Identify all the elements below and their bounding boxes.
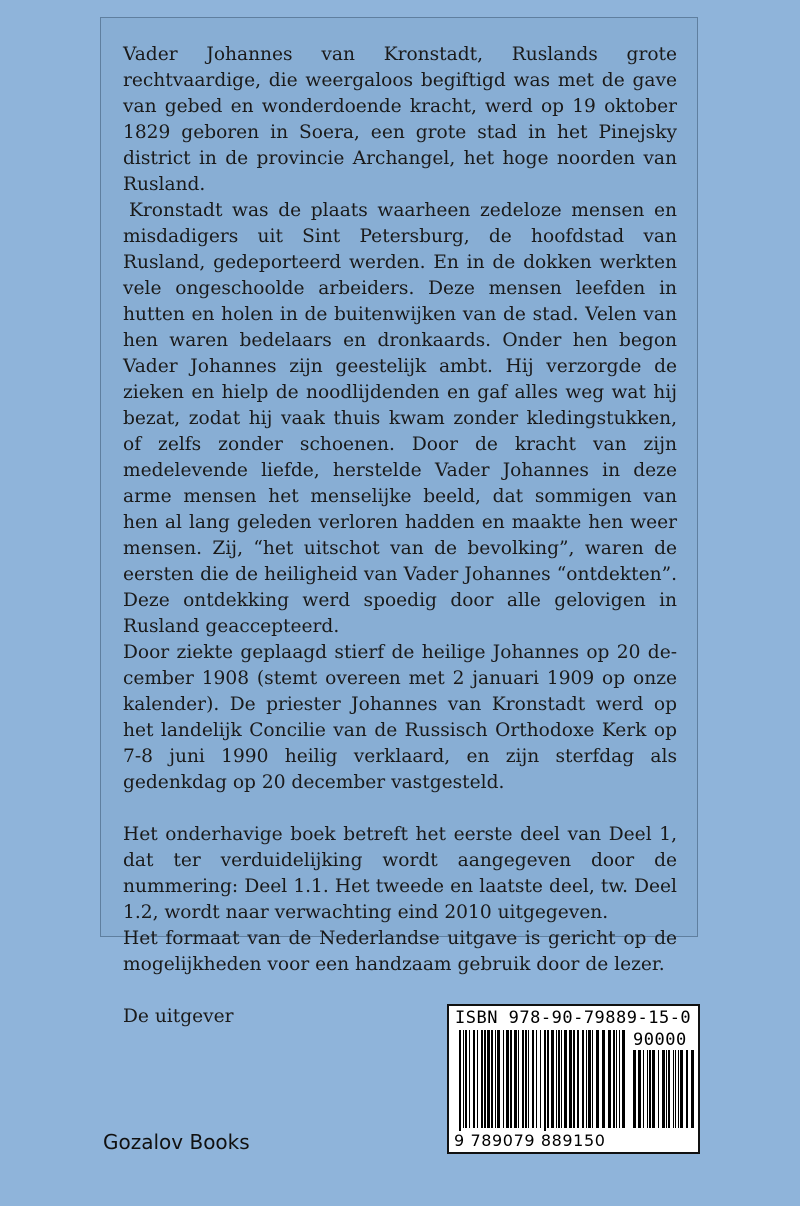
barcode-bar: [465, 1030, 467, 1128]
barcode-bar: [536, 1030, 537, 1128]
barcode-bar: [506, 1030, 509, 1128]
barcode-bar: [522, 1030, 524, 1128]
barcode-bar: [680, 1050, 683, 1128]
barcode-bar: [638, 1050, 641, 1128]
barcode-bar: [556, 1030, 557, 1128]
barcode-bar: [647, 1050, 648, 1128]
blurb-paragraph-4: Het onderhavige boek betreft het eerste deel van Deel 1, dat ter verduidelijking wordt aangegeven door de nummering: Deel 1.1. Het tweede en laatste deel, tw. Deel 1.2, wordt naar verwachting eind 2010 uitgegeven.: [123, 824, 677, 923]
barcode-bar: [558, 1030, 560, 1128]
blurb-paragraph-2: Kronstadt was de plaats waarheen zedeloze mensen en misdadigers uit Sint Petersburg, de hoofdstad van Rusland, gedeporteerd werden. En in de dokken werkten vele ongeschoolde arbeiders. Deze mensen leefden in hutten en holen in de buitenwijken van de stad. Velen van hen waren bedelaars en dronkaards. Onder hen begon Vader Johannes zijn geestelijk ambt. Hij verzorgde de zieken en hielp de noodlijdenden en gaf alles weg wat hij bezat, zodat hij vaak thuis kwam zonder kledingstukken, of zelfs zonder schoenen. Door de kracht van zijn medelevende liefde, herstelde Vader Johannes in deze arme mensen het menselijke beeld, dat sommigen van hen al lang geleden verloren hadden en maakte hen weer mensen. Zij, “het uitschot van de bevolking”, waren de eersten die de heiligheid van Vader Johannes “ontdekten”. Deze ontdekking werd spoedig door alle gelovigen in Rusland geaccepteerd.: [123, 200, 677, 637]
barcode-bar: [551, 1030, 554, 1128]
barcode-bar: [491, 1030, 493, 1128]
barcode-bars-icon: [459, 1030, 629, 1138]
barcode-bar: [532, 1030, 534, 1128]
barcode-bar: [481, 1030, 483, 1128]
barcode-bar: [616, 1030, 617, 1128]
barcode-bar: [596, 1030, 599, 1128]
barcode-bar: [547, 1030, 549, 1128]
barcode-bar: [510, 1030, 512, 1128]
barcode-bar: [564, 1030, 567, 1128]
barcode-bar: [577, 1030, 579, 1128]
barcode-bar: [573, 1030, 575, 1128]
barcode-bar: [613, 1030, 615, 1128]
addon-digits: 90000: [633, 1030, 687, 1050]
barcode-bar: [459, 1030, 461, 1138]
blurb-paragraph-3: Door ziekte geplaagd stierf de heilige Johannes op 20 december 1908 (stemt overeen met 2 januari 1909 op onze kalender). De priester Johannes van Kronstadt werd op het landelijk Concilie van de Russisch Orthodoxe Kerk op 7-8 juni 1990 heilig verklaard, en zijn sterfdag als gedenkdag op 20 december vastgesteld.: [123, 642, 677, 793]
barcode-bar: [678, 1050, 679, 1128]
ean-digits: 9 789079 889150: [454, 1131, 606, 1150]
barcode-bar: [588, 1030, 591, 1128]
barcode-bar: [569, 1030, 572, 1128]
barcode-bar: [675, 1050, 676, 1128]
barcode-bar: [633, 1050, 636, 1128]
publisher-signature: De uitgever: [123, 1006, 234, 1027]
barcode-bar: [463, 1030, 464, 1128]
barcode-bar: [619, 1030, 620, 1128]
barcode-bar: [608, 1030, 611, 1128]
blurb-paragraph-1: Vader Johannes van Kronstadt, Ruslands grote rechtvaardige, die weergaloos begiftigd was met de gave van gebed en wonderdoende kracht, werd op 19 oktober 1829 geboren in Soera, een grote stad in het Pinejsky district in de provincie Archangel, het hoge noorden van Rusland.: [123, 44, 677, 195]
barcode-bar: [691, 1050, 694, 1128]
barcode-bar: [622, 1030, 625, 1128]
barcode-bar: [686, 1050, 688, 1128]
barcode-bar: [514, 1030, 517, 1128]
barcode-bar: [592, 1030, 593, 1128]
barcode-bar: [662, 1050, 665, 1128]
paragraph-spacer: [123, 978, 677, 1004]
barcode-bar: [561, 1030, 562, 1128]
barcode-bar: [658, 1050, 659, 1128]
barcode-bar: [586, 1030, 587, 1128]
barcode-bar: [525, 1030, 527, 1128]
barcode-bar: [484, 1030, 486, 1128]
barcode-bar: [540, 1030, 541, 1128]
barcode-bar: [503, 1030, 504, 1128]
addon-barcode-bars-icon: [633, 1050, 695, 1138]
barcode-bar: [518, 1030, 519, 1128]
barcode-bar: [652, 1050, 655, 1128]
barcode-bar: [473, 1030, 475, 1128]
barcode-bar: [528, 1030, 529, 1128]
barcode-bar: [544, 1030, 546, 1138]
barcode-bar: [487, 1030, 490, 1128]
barcode-bar: [673, 1050, 674, 1128]
barcode-bar: [469, 1030, 470, 1128]
barcode-bar: [602, 1030, 605, 1128]
publisher-name: Gozalov Books: [103, 1130, 250, 1154]
barcode-bar: [497, 1030, 500, 1128]
blurb-paragraph-5: Het formaat van de Nederlandse uitgave is gericht op de mogelijkheden voor een handzaam gebruik door de lezer.: [123, 928, 677, 975]
barcode-bar: [477, 1030, 478, 1128]
isbn-barcode: [447, 1004, 700, 1154]
barcode-bar: [666, 1050, 667, 1128]
barcode-bar: [495, 1030, 496, 1128]
barcode-bar: [582, 1030, 584, 1128]
isbn-label: ISBN 978-90-79889-15-0: [455, 1008, 692, 1028]
barcode-bar: [668, 1050, 670, 1128]
barcode-bar: [649, 1050, 651, 1128]
paragraph-spacer: [123, 796, 677, 822]
barcode-bar: [643, 1050, 644, 1128]
